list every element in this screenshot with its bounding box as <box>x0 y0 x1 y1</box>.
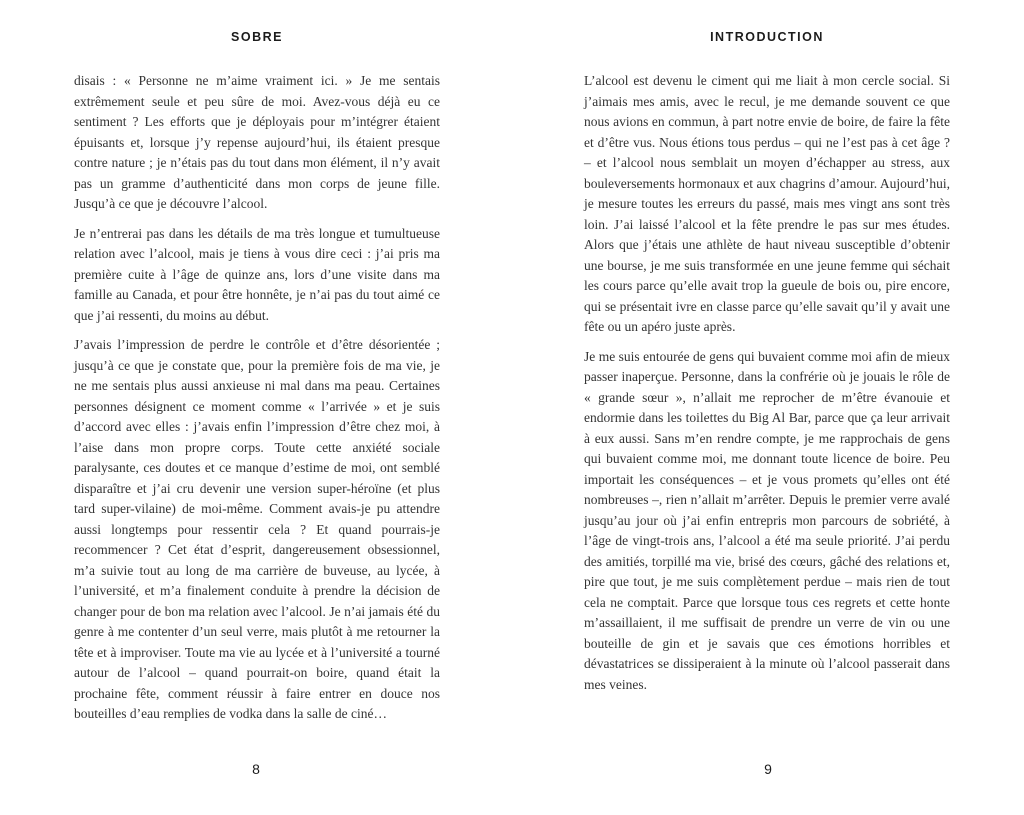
running-head-right: INTRODUCTION <box>710 30 824 44</box>
paragraph: L’alcool est devenu le ciment qui me liait à mon cercle social. Si j’aimais mes amis, avec le recul, je me demande souvent ce que nous avions en commun, à part notre envie de boire, de faire la fête et d’être vus. Nous étions tous perdus – qui ne l’est pas à cet âge ? – et l’alcool nous semblait un moyen d’échapper au stress, aux bouleversements hormonaux et aux chagrins d’amour. Aujourd’hui, je mesure toutes les erreurs du passé, mais mes vingt ans sont très loin. J’ai laissé l’alcool et la fête prendre le pas sur mes études. Alors que j’étais une athlète de haut niveau susceptible d’obtenir une bourse, je me suis transformée en une jeune femme qui séchait les cours parce qu’elle avait trop la gueule de bois ou, pire encore, qui se présentait ivre en classe parce qu’elle savait qu’il y avait une fête ou un apéro juste après. <box>584 73 950 334</box>
page-number-right: 9 <box>764 761 772 777</box>
paragraph: Je n’entrerai pas dans les détails de ma très longue et tumultueuse relation avec l’alcool, mais je tiens à vous dire ceci : j’ai pris ma première cuite à l’âge de quinze ans, lors d’une visite dans ma famille au Canada, et pour être honnête, je n’ai pas du tout aimé ce que j’ai ressenti, du moins au début. <box>74 225 440 323</box>
page-right-body <box>584 71 950 695</box>
page-number-left: 8 <box>252 761 260 777</box>
running-head-left: SOBRE <box>231 30 283 44</box>
paragraph: J’avais l’impression de perdre le contrôle et d’être désorientée ; jusqu’à ce que je constate que, pour la première fois de ma vie, je ne me sentais plus aussi anxieuse ni mal dans ma peau. Certaines personnes désignent ce moment comme « l’arrivée » et je suis d’accord avec elles : j’avais enfin l’impression d’être chez moi, à l’aise dans mon propre corps. Toute cette anxiété sociale paralysante, ces doutes et ce manque d’estime de moi, ont semblé disparaître et j’ai cru devenir une version super-héroïne (et plus tard super-vilaine) de moi-même. Comment avais-je pu attendre aussi longtemps pour ressentir cela ? Et quand pourrais-je recommencer ? Cet état d’esprit, dangereusement obsessionnel, m’a suivie tout au long de ma carrière de buveuse, au lycée, à l’université, et m’a finalement conduite à prendre la décision de changer pour de bon ma relation avec l’alcool. Je n’ai jamais été du genre à me contenter d’un seul verre, mais plutôt à me retourner la tête et à improviser. Toute ma vie au lycée et à l’université a tourné autour de l’alcool – quand pourrait-on boire, quand était la prochaine fête, comment réussir à faire entrer en douce nos bouteilles d’eau remplies de vodka dans la salle de ciné… <box>74 337 440 721</box>
paragraph: disais : « Personne ne m’aime vraiment ici. » Je me sentais extrêmement seule et peu sûre de moi. Avez-vous déjà eu ce sentiment ? Les efforts que je déployais pour m’intégrer étaient épuisants et, lorsque j’y repense aujourd’hui, ils étaient presque contre nature ; je n’étais pas du tout dans mon élément, il n’y avait pas un gramme d’authenticité dans mon corps de jeune fille. Jusqu’à ce que je découvre l’alcool. <box>74 73 440 211</box>
paragraph: Je me suis entourée de gens qui buvaient comme moi afin de mieux passer inaperçue. Personne, dans la confrérie où je jouais le rôle de « grande sœur », n’allait me reprocher de m’être évanouie et endormie dans les toilettes du Big Al Bar, parce que ça leur arrivait à eux aussi. Sans m’en rendre compte, je me rapprochais de gens qui buvaient comme moi, me donnant toute licence de boire. Peu importait les conséquences – et je vous promets qu’elles ont été nombreuses –, rien n’allait m’arrêter. Depuis le premier verre avalé jusqu’au jour où j’ai enfin entrepris mon parcours de sobriété, à l’âge de vingt-trois ans, l’alcool a été ma seule priorité. J’ai perdu des amitiés, torpillé ma vie, brisé des cœurs, gâché des relations et, pire que tout, je me suis complètement perdue – mais rien de tout cela ne comptait. Parce que lorsque tous ces regrets et cette honte m’assaillaient, il me suffisait de prendre un verre de vin ou une bouteille de gin et je savais que ces émotions horribles et dévastatrices se dissiperaient à la minute où l’alcool passerait dans mes veines. <box>584 348 950 692</box>
page-right <box>512 0 1024 815</box>
page-left-body <box>74 71 440 725</box>
